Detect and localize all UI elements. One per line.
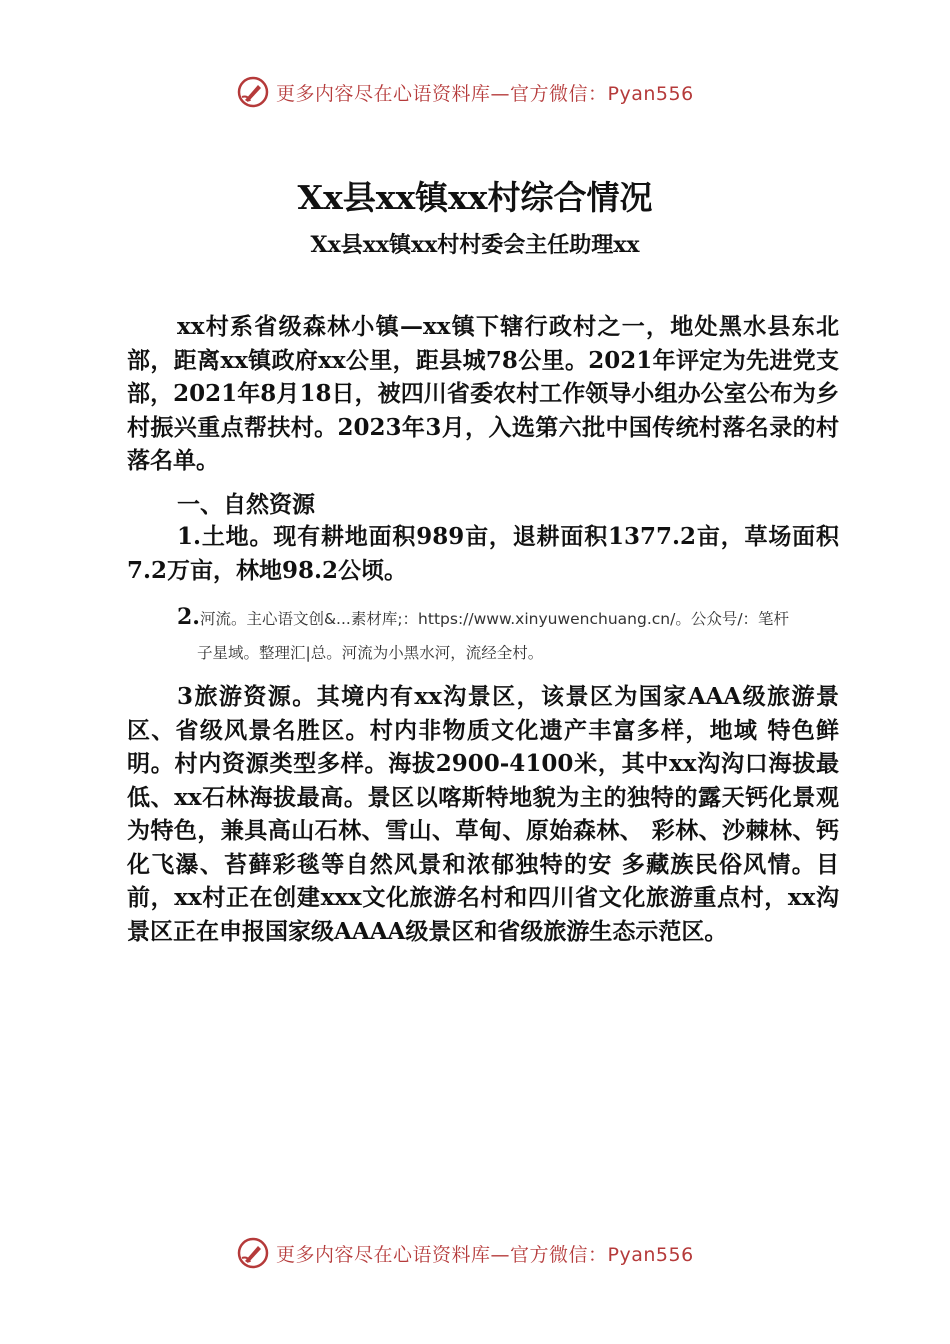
banner-text: 更多内容尽在心语资料库—官方微信：Pyan556 — [276, 1243, 694, 1266]
item-land-label: 1.土地。 — [177, 523, 274, 550]
item-land-text: 现有耕地面积989亩，退耕面积1377.2亩，草场面积7.2万亩，林地98.2公顷。 — [127, 523, 839, 584]
item-land-paragraph — [127, 520, 839, 587]
intro-paragraph — [127, 310, 839, 478]
item-tourism-paragraph — [127, 680, 839, 948]
item-river-line2: 子星域。整理汇|总。河流为小黑水河，流经全村。 — [197, 644, 544, 662]
document-subtitle: Xx县xx镇xx村村委会主任助理xx — [310, 232, 640, 258]
intro-text: xx村系省级森林小镇—xx镇下辖行政村之一，地处黑水县东北部，距离xx镇政府xx公里，距县城78公里。2021年评定为先进党支部，2021年8月18日，被四川省委农村工作领导小组办公室公布为乡村振兴重点帮扶村。2023年3月，入选第六批中国传统村落名录的村落名单。 — [127, 313, 839, 474]
item-river-line1: 河流。主心语文创&...素材库;：https://www.xinyuwenchuang.cn/。公众号/：笔杆 — [199, 610, 790, 628]
item-tourism-label: 3旅游资源。 — [177, 683, 317, 710]
pen-nib-logo-icon — [236, 1236, 270, 1270]
section-heading-natural-resources: 一、自然资源 — [177, 491, 315, 518]
pen-nib-logo-icon — [236, 75, 270, 109]
item-river-paragraph — [127, 600, 857, 670]
item-tourism-text: 其境内有xx沟景区，该景区为国家AAA级旅游景区、省级风景名胜区。村内非物质文化遗产丰富多样，地域 特色鲜明。村内资源类型多样。海拔2900-4100米，其中xx沟沟口海拔最低、xx石林海拔最高。景区以喀斯特地貌为主的独特的露天钙化景观为特色，兼具高山石林、雪山、草甸、原始森林、 彩林、沙棘林、钙化飞瀑、苔藓彩毯等自然风景和浓郁独特的安 多藏族民俗风情。目前，xx村正在创建xxx文化旅游名村和四川省文化旅游重点村，xx沟景区正在申报国家级AAAA级景区和省级旅游生态示范区。 — [127, 683, 839, 945]
banner-text: 更多内容尽在心语资料库—官方微信：Pyan556 — [276, 82, 694, 105]
item-river-number: 2. — [177, 604, 200, 630]
document-title: Xx县xx镇xx村综合情况 — [297, 178, 653, 217]
header-watermark-banner — [236, 74, 756, 110]
footer-watermark-banner — [236, 1235, 756, 1271]
